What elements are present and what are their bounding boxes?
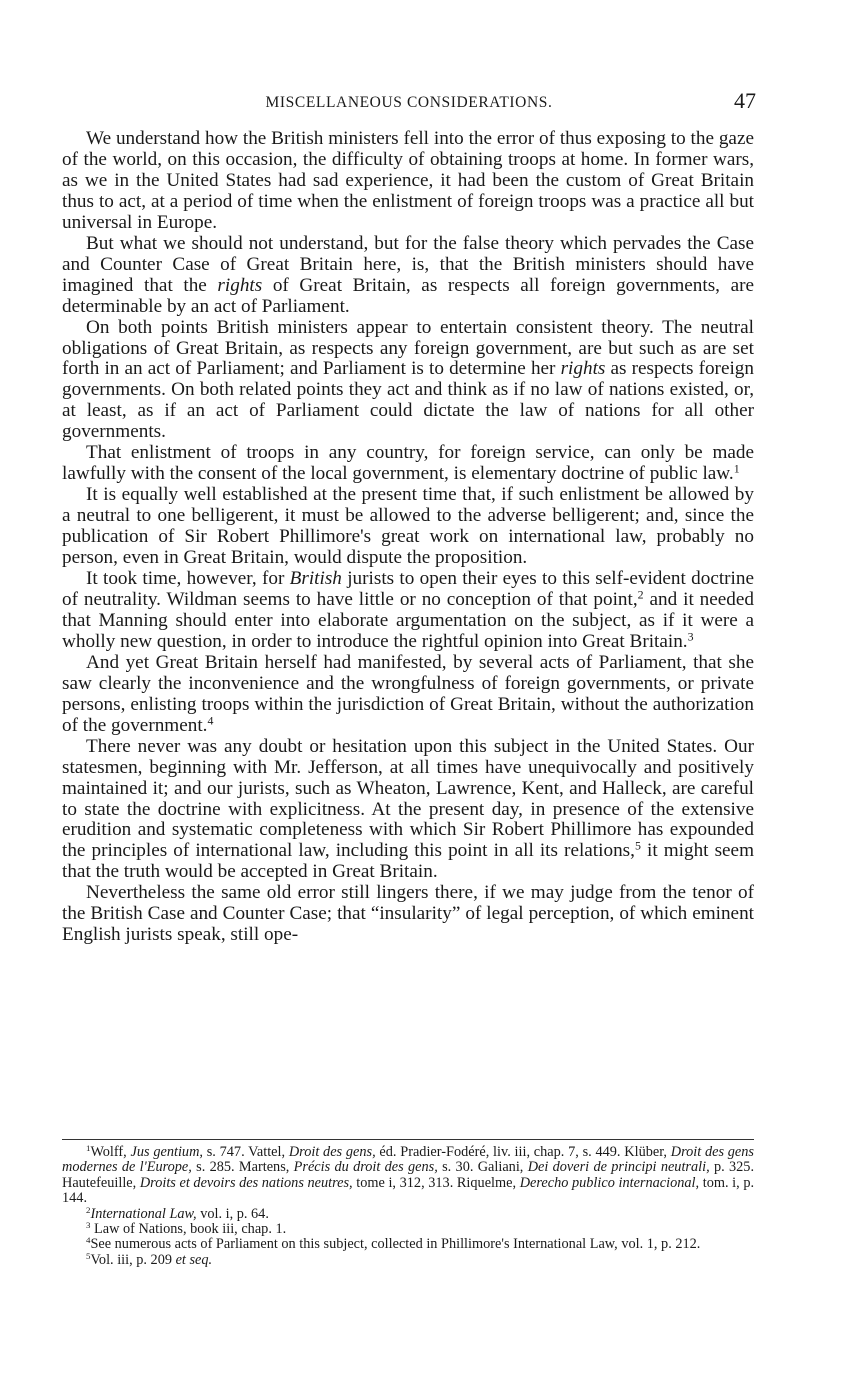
footnote-4: $^4$See numerous acts of Parliament on this subject, collected in Phillimore's International Law, vol. 1, p. 212. [86, 1235, 701, 1253]
page-header [62, 88, 756, 118]
running-title: MISCELLANEOUS CONSIDERATIONS. [265, 94, 553, 111]
footnote-ref-5: 5 [634, 838, 641, 853]
footnote-2: $^2$International Law, vol. i, p. 64. [86, 1204, 269, 1222]
main-text [62, 129, 754, 946]
footnote-ref-2: 2 [637, 587, 644, 602]
paragraph-1: We understand how the British ministers fell into the error of thus exposing to the gaze of the world, on this occasion, the difficulty of obtaining troops at home. In former wars, as we in the United States had sad experience, it had been the custom of Great Britain thus to act, at a period of time when the enlistment of foreign troops was a practice all but universal in Europe. [62, 128, 754, 233]
footnote-ref-3: 3 [687, 629, 694, 644]
italic-rights: rights [217, 274, 263, 296]
footnote-1: $^1$Wolff, Jus gentium, s. 747. Vattel, Droit des gens, éd. Pradier-Fodéré, liv. iii, chap. 7, s. 449. Klüber, Droit des gens modernes de l'Europe, s. 285. Martens, Précis du droit des gens, s. 30. Galiani, Dei doveri de principi neutrali, p. 325. Hautefeuille, Droits et devoirs des nations neutres, tome i, 312, 313. Riquelme, Derecho publico internacional, tom. i, p. 144. [62, 1143, 755, 1207]
footnote-3: $^3$ Law of Nations, book iii, chap. 1. [86, 1220, 287, 1238]
paragraph-4: That enlistment of troops in any country, for foreign service, can only be made lawfully with the consent of the local government, is elementary doctrine of public law.$^1$ [62, 442, 754, 485]
paragraph-3: On both points British ministers appear to entertain consistent theory. The neutral obligations of Great Britain, as respects any foreign government, are but such as are set forth in an act of Parliament; and Parliament is to determine her rights as respects foreign governments. On both related points they act and think as if no law of nations existed, or, at least, as if an act of Parliament could dictate the law of nations for all other governments. [62, 316, 754, 443]
footnote-ref-4: 4 [207, 713, 214, 728]
paragraph-7: And yet Great Britain herself had manifested, by several acts of Parliament, that she saw clearly the inconvenience and the wrongfulness of foreign governments, or private persons, enlisting troops within the jurisdiction of Great Britain, without the authorization of the government.$^4$ [62, 651, 754, 736]
footnote-ref-1: 1 [733, 461, 740, 476]
paragraph-8: There never was any doubt or hesitation upon this subject in the United States. Our statesmen, beginning with Mr. Jefferson, at all times have unequivocally and positively maintained it; and our jurists, such as Wheaton, Lawrence, Kent, and Halleck, are careful to state the doctrine with explicitness. At the present day, in presence of the extensive erudition and systematic completeness with which Sir Robert Phillimore has expounded the principles of international law, including this point in all its relations,$^5$ it might seem that the truth would be accepted in Great Britain. [62, 735, 755, 883]
paragraph-6: It took time, however, for British jurists to open their eyes to this self-evident doctrine of neutrality. Wildman seems to have little or no conception of that point,$^2$ and it needed that Manning should enter into elaborate argumentation on the subject, as if it were a wholly new question, in order to introduce the rightful opinion into Great Britain.$^3$ [62, 568, 755, 652]
footnote-divider [62, 1139, 754, 1140]
footnotes [62, 1145, 754, 1268]
page-number: 47 [734, 88, 756, 113]
italic-rights: rights [560, 358, 606, 380]
paragraph-9: Nevertheless the same old error still lingers there, if we may judge from the tenor of the British Case and Counter Case; that “insularity” of legal perception, of which eminent English jurists speak, still ope- [62, 882, 754, 946]
paragraph-2: But what we should not understand, but for the false theory which pervades the Case and Counter Case of Great Britain here, is, that the British ministers should have imagined that the rights of Great Britain, as respects all foreign governments, are determinable by an act of Parliament. [62, 232, 754, 317]
paragraph-5: It is equally well established at the present time that, if such enlistment be allowed by a neutral to one belligerent, it must be allowed to the adverse belligerent; and, since the publication of Sir Robert Phillimore's great work on international law, probably no person, even in Great Britain, would dispute the proposition. [62, 484, 754, 569]
italic-british: British [289, 568, 342, 590]
footnote-5: $^5$Vol. iii, p. 209 et seq. [86, 1250, 213, 1268]
